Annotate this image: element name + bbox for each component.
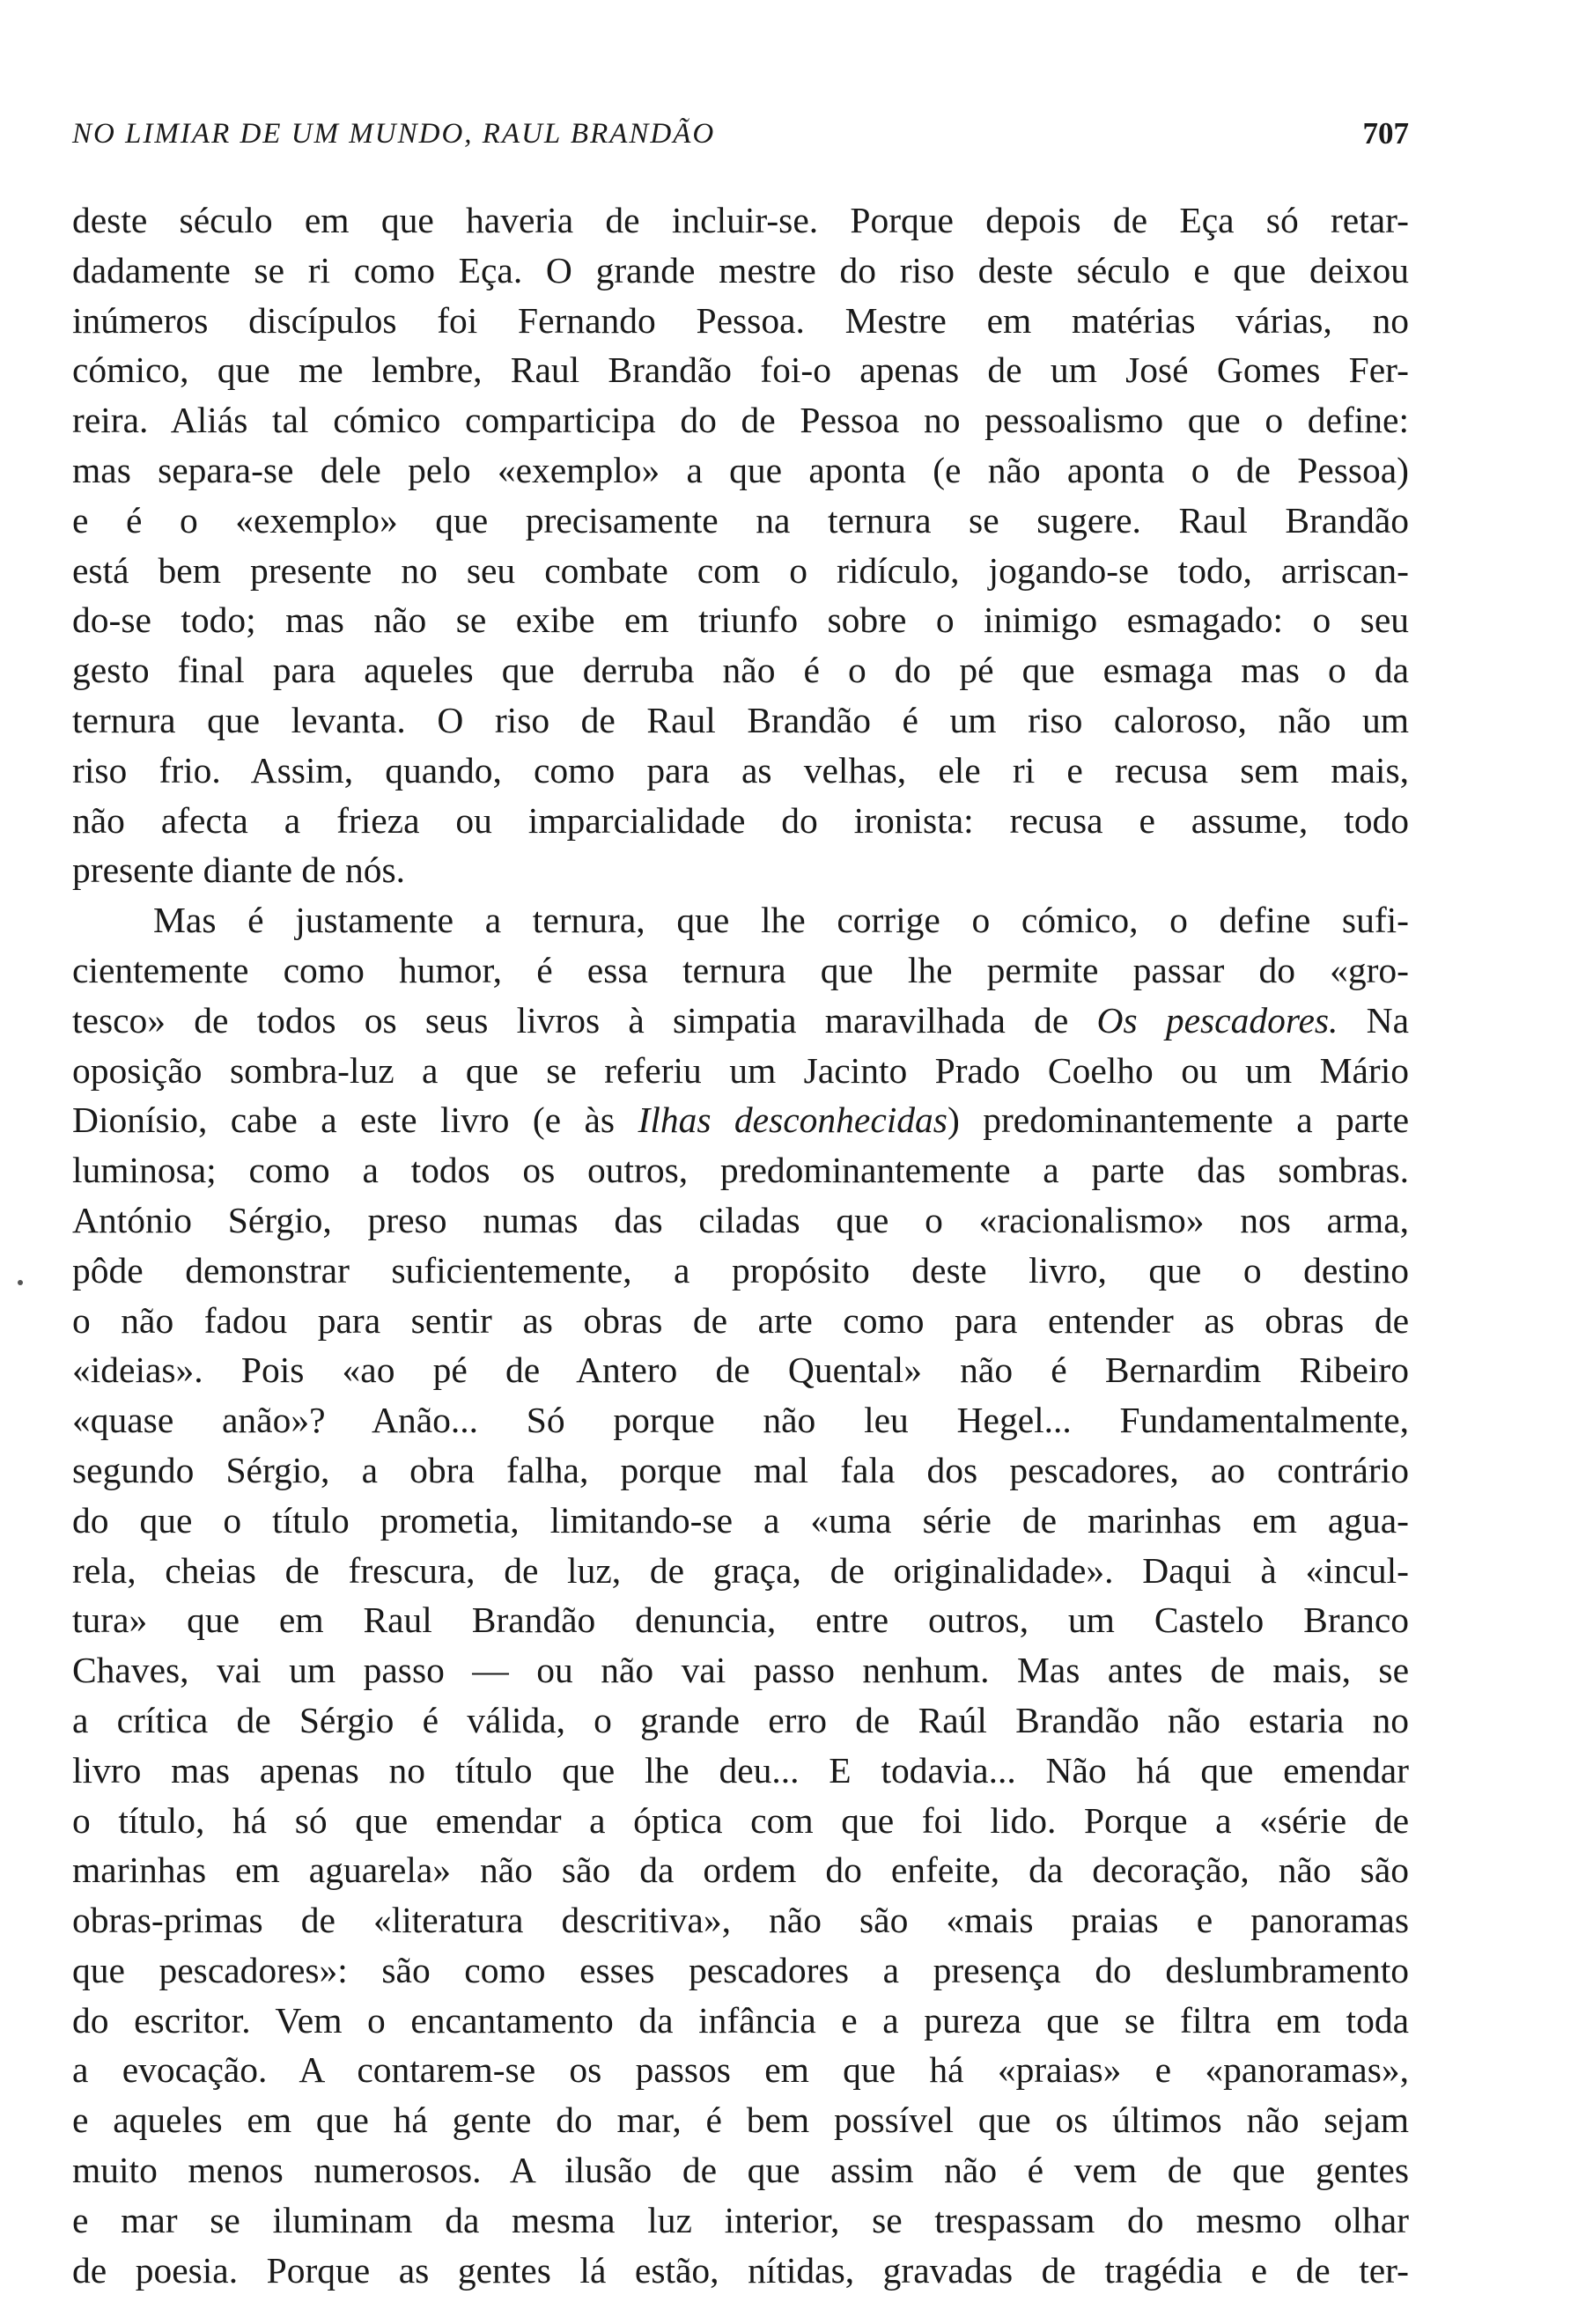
text-line: não afecta a frieza ou imparcialidade do ironista: recusa e assume, todo [72,799,1409,841]
text-line: cientemente como humor, é essa ternura que lhe permite passar do «gro- [72,949,1409,990]
text-line: obras-primas de «literatura descritiva», não são «mais praias e panoramas [72,1900,1409,1941]
page-number: 707 [1362,116,1409,151]
text-line: Mas é justamente a ternura, que lhe corrige o cómico, o define sufi- [153,900,1409,941]
running-title: NO LIMIAR DE UM MUNDO, RAUL BRANDÃO [72,118,716,150]
text-line: reira. Aliás tal cómico comparticipa do de Pessoa no pessoalismo que o define: [72,400,1409,441]
text-line: dadamente se ri como Eça. O grande mestre do riso deste século e que deixou [72,249,1409,290]
text-line: «quase anão»? Anão... Só porque não leu Hegel... Fundamentalmente, [72,1400,1409,1441]
text-segment: ) predominantemente a parte [947,1099,1409,1141]
text-line: inúmeros discípulos foi Fernando Pessoa. Mestre em matérias várias, no [72,299,1409,341]
margin-dot-mark [18,1280,23,1285]
text-line: que pescadores»: são como esses pescadores a presença do deslumbramento [72,1949,1409,1990]
text-line: o título, há só que emendar a óptica com que foi lido. Porque a «série de [72,1799,1409,1841]
text-line: António Sérgio, preso numas das ciladas que o «racionalismo» nos arma, [72,1199,1409,1240]
text-line: segundo Sérgio, a obra falha, porque mal fala dos pescadores, ao contrário [72,1449,1409,1490]
text-line [72,996,1409,1046]
text-line: de poesia. Porque as gentes lá estão, nítidas, gravadas de tragédia e de ter- [72,2249,1409,2291]
text-segment: Na [1338,999,1409,1041]
running-head [72,113,1409,155]
text-line: e mar se iluminam da mesma luz interior, se trespassam do mesmo olhar [72,2199,1409,2240]
text-line: oposição sombra-luz a que se referiu um Jacinto Prado Coelho ou um Mário [72,1049,1409,1091]
text-line: Chaves, vai um passo — ou não vai passo nenhum. Mas antes de mais, se [72,1650,1409,1691]
text-segment: Dionísio, cabe a este livro (e às [72,1099,638,1141]
text-line: livro mas apenas no título que lhe deu... E todavia... Não há que emendar [72,1749,1409,1791]
text-line: gesto final para aqueles que derruba não é o do pé que esmaga mas o da [72,650,1409,691]
text-line: a evocação. A contarem-se os passos em que há «praias» e «panoramas», [72,2049,1409,2091]
text-line: marinhas em aguarela» não são da ordem do enfeite, da decoração, não são [72,1850,1409,1891]
text-line: deste século em que haveria de incluir-se. Porque depois de Eça só retar- [72,200,1409,240]
text-line: luminosa; como a todos os outros, predominantemente a parte das sombras. [72,1150,1409,1191]
text-line: a crítica de Sérgio é válida, o grande erro de Raúl Brandão não estaria no [72,1699,1409,1740]
body-text [72,195,1409,2295]
text-line [72,1095,1409,1145]
text-line: riso frio. Assim, quando, como para as velhas, ele ri e recusa sem mais, [72,749,1409,791]
italic-title: Os pescadores. [1096,999,1338,1041]
text-line: e aqueles em que há gente do mar, é bem possível que os últimos não sejam [72,2100,1409,2141]
text-line: muito menos numerosos. A ilusão de que assim não é vem de que gentes [72,2150,1409,2191]
text-line: do escritor. Vem o encantamento da infância e a pureza que se filtra em toda [72,1999,1409,2041]
text-line: pôde demonstrar suficientemente, a propósito deste livro, que o destino [72,1249,1409,1291]
text-line: tura» que em Raul Brandão denuncia, entre outros, um Castelo Branco [72,1600,1409,1641]
text-line: está bem presente no seu combate com o ridículo, jogando-se todo, arriscan- [72,549,1409,591]
text-line: presente diante de nós. [72,849,405,891]
text-line: e é o «exemplo» que precisamente na ternura se sugere. Raul Brandão [72,499,1409,541]
text-line: rela, cheias de frescura, de luz, de graça, de originalidade». Daqui à «incul- [72,1549,1409,1591]
text-line: cómico, que me lembre, Raul Brandão foi-o apenas de um José Gomes Fer- [72,349,1409,391]
text-segment: tesco» de todos os seus livros à simpatia maravilhada de [72,999,1097,1041]
italic-title: Ilhas desconhecidas [638,1099,948,1141]
text-line: do que o título prometia, limitando-se a «uma série de marinhas em agua- [72,1499,1409,1541]
text-line: do-se todo; mas não se exibe em triunfo sobre o inimigo esmagado: o seu [72,599,1409,641]
text-line: o não fadou para sentir as obras de arte como para entender as obras de [72,1299,1409,1341]
text-line: ternura que levanta. O riso de Raul Brandão é um riso caloroso, não um [72,699,1409,740]
text-line: «ideias». Pois «ao pé de Antero de Quental» não é Bernardim Ribeiro [72,1350,1409,1391]
text-line: mas separa-se dele pelo «exemplo» a que aponta (e não aponta o de Pessoa) [72,449,1409,490]
